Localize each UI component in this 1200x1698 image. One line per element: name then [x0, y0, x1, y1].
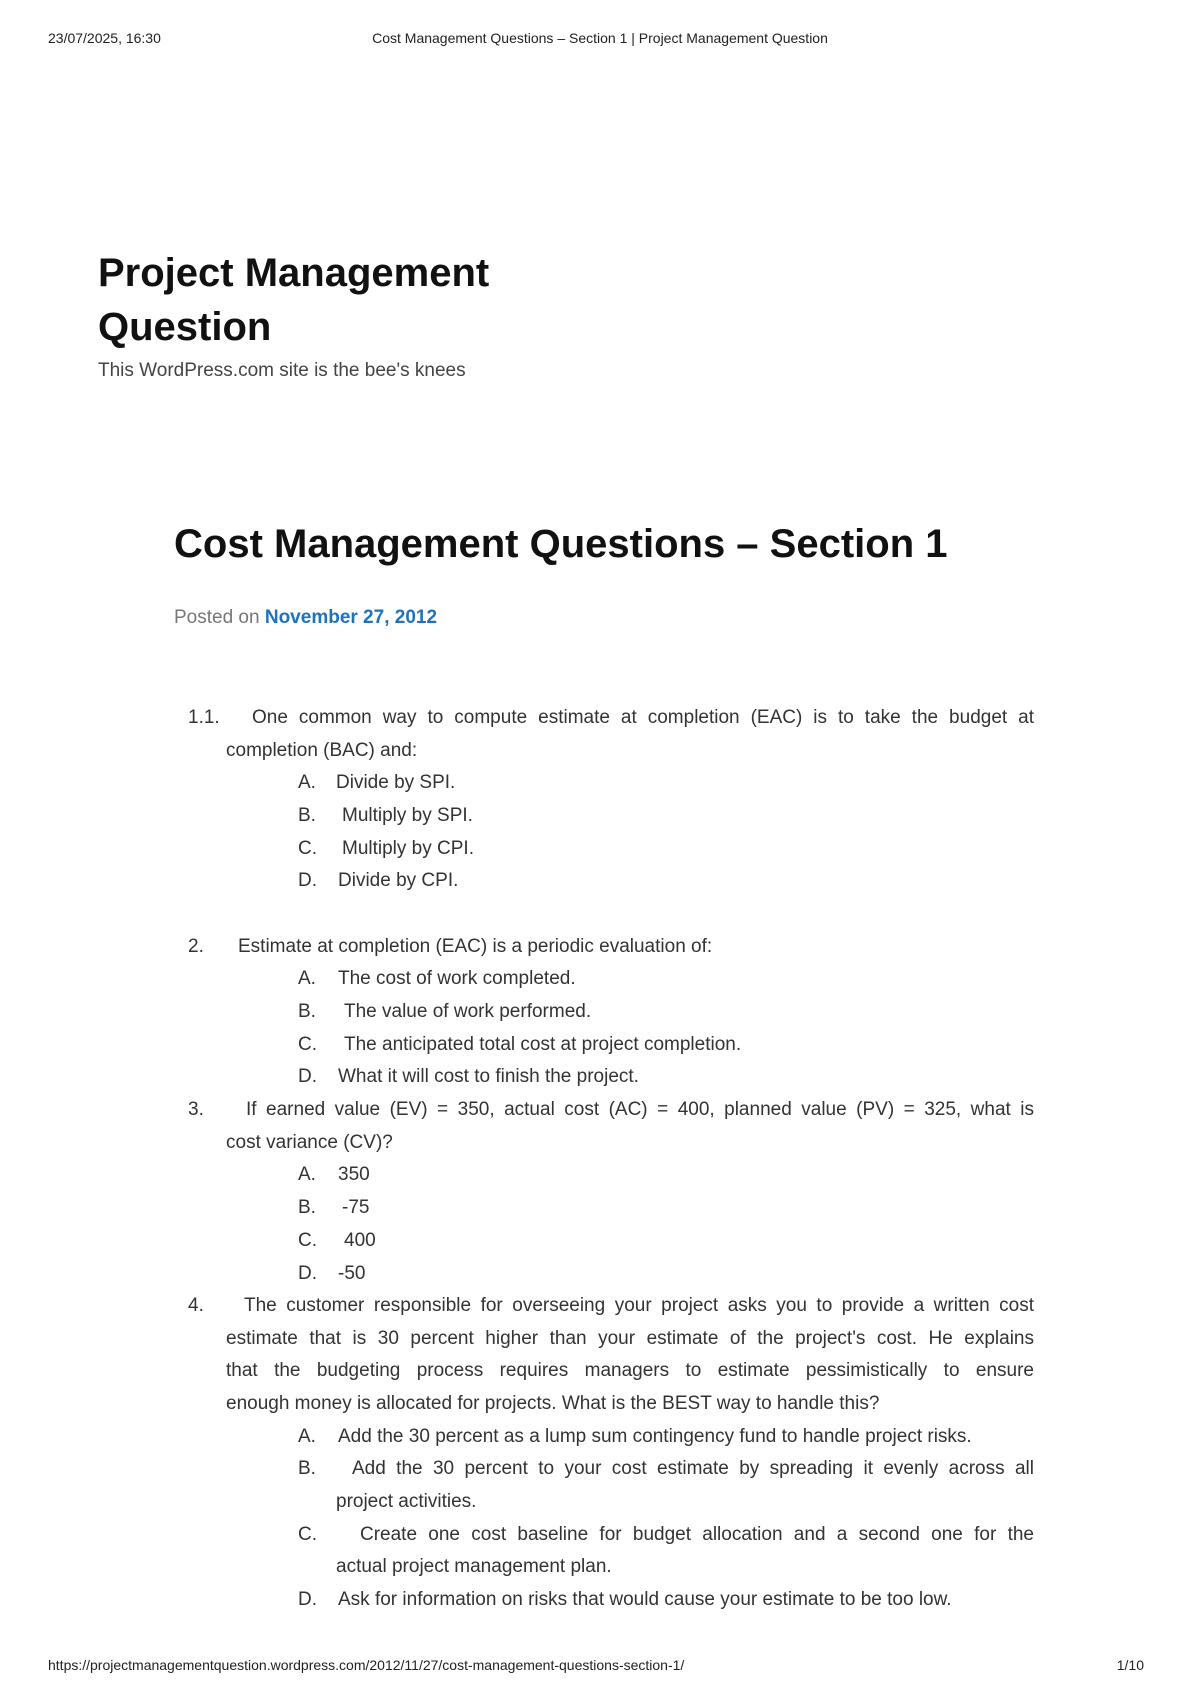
print-doc-title: Cost Management Questions – Section 1 | Project Management Question — [372, 30, 828, 46]
posted-on-label: Posted on — [174, 607, 260, 628]
option-text: The anticipated total cost at project completion. — [344, 1034, 742, 1055]
option-label: C. — [298, 1524, 317, 1545]
list-item — [0, 1294, 1200, 1318]
list-item — [0, 1523, 1200, 1547]
option-text: Ask for information on risks that would cause your estimate to be too low. — [338, 1589, 952, 1610]
question-text: The customer responsible for overseeing your project asks you to provide a written cost — [244, 1295, 1034, 1316]
option-label: B. — [298, 1458, 316, 1479]
print-url: https://projectmanagementquestion.wordpress.com/2012/11/27/cost-management-questions-section-1/ — [48, 1657, 685, 1673]
question-number: 1.1. — [188, 707, 220, 728]
option-text: 400 — [344, 1230, 376, 1251]
option-text: -75 — [342, 1197, 370, 1218]
option-text: Divide by SPI. — [336, 772, 456, 793]
question-text-line: estimate that is 30 percent higher than your estimate of the project's cost. He explains — [226, 1328, 1034, 1349]
option-text: The cost of work completed. — [338, 968, 576, 989]
option-text: Add the 30 percent as a lump sum contingency fund to handle project risks. — [338, 1426, 972, 1447]
option-label: D. — [298, 1589, 317, 1610]
option-label: B. — [298, 1001, 316, 1022]
question-text: One common way to compute estimate at completion (EAC) is to take the budget at — [252, 707, 1034, 728]
post-meta — [174, 607, 437, 629]
option-text: 350 — [338, 1164, 370, 1185]
option-label: C. — [298, 1230, 317, 1251]
site-description: This WordPress.com site is the bee's knees — [98, 360, 466, 381]
question-text: If earned value (EV) = 350, actual cost (AC) = 400, planned value (PV) = 325, what is — [246, 1099, 1034, 1120]
option-label: A. — [298, 772, 316, 793]
option-text: Create one cost baseline for budget allocation and a second one for the — [360, 1524, 1034, 1545]
option-text: Multiply by SPI. — [342, 805, 473, 826]
question-text-line: that the budgeting process requires managers to estimate pessimistically to ensure — [226, 1360, 1034, 1381]
list-item — [0, 706, 1200, 730]
question-number: 4. — [188, 1295, 204, 1316]
print-page-number: 1/10 — [1116, 1657, 1144, 1673]
question-text-continued — [0, 1359, 1200, 1383]
question-number: 2. — [188, 936, 204, 957]
option-label: A. — [298, 1164, 316, 1185]
print-footer — [48, 1657, 1152, 1677]
question-text-continued: completion (BAC) and: — [226, 740, 418, 761]
question-text-continued: cost variance (CV)? — [226, 1132, 393, 1153]
print-date: 23/07/2025, 16:30 — [48, 30, 161, 46]
option-text-continued: actual project management plan. — [336, 1556, 612, 1577]
option-label: D. — [298, 1066, 317, 1087]
option-label: B. — [298, 1197, 316, 1218]
option-label: A. — [298, 1426, 316, 1447]
site-title[interactable] — [98, 246, 578, 354]
option-label: C. — [298, 1034, 317, 1055]
option-label: C. — [298, 838, 317, 859]
option-label: D. — [298, 1263, 317, 1284]
question-text-continued — [0, 1327, 1200, 1351]
option-text-continued: project activities. — [336, 1491, 477, 1512]
option-label: D. — [298, 870, 317, 891]
question-text-continued: enough money is allocated for projects. What is the BEST way to handle this? — [226, 1393, 880, 1414]
option-text: Multiply by CPI. — [342, 838, 474, 859]
post-title: Cost Management Questions – Section 1 — [174, 522, 948, 566]
option-text: Divide by CPI. — [338, 870, 459, 891]
option-text: What it will cost to finish the project. — [338, 1066, 639, 1087]
print-header — [48, 30, 1152, 50]
option-label: B. — [298, 805, 316, 826]
list-item — [0, 1457, 1200, 1481]
option-text: Add the 30 percent to your cost estimate by spreading it evenly across all — [352, 1458, 1034, 1479]
option-label: A. — [298, 968, 316, 989]
question-text: Estimate at completion (EAC) is a periodic evaluation of: — [238, 936, 713, 957]
list-item — [0, 1098, 1200, 1122]
question-number: 3. — [188, 1099, 204, 1120]
option-text: The value of work performed. — [344, 1001, 592, 1022]
option-text: -50 — [338, 1263, 366, 1284]
site-title-link[interactable]: Project Management Question — [98, 251, 490, 349]
post-date-link[interactable]: November 27, 2012 — [264, 607, 438, 628]
